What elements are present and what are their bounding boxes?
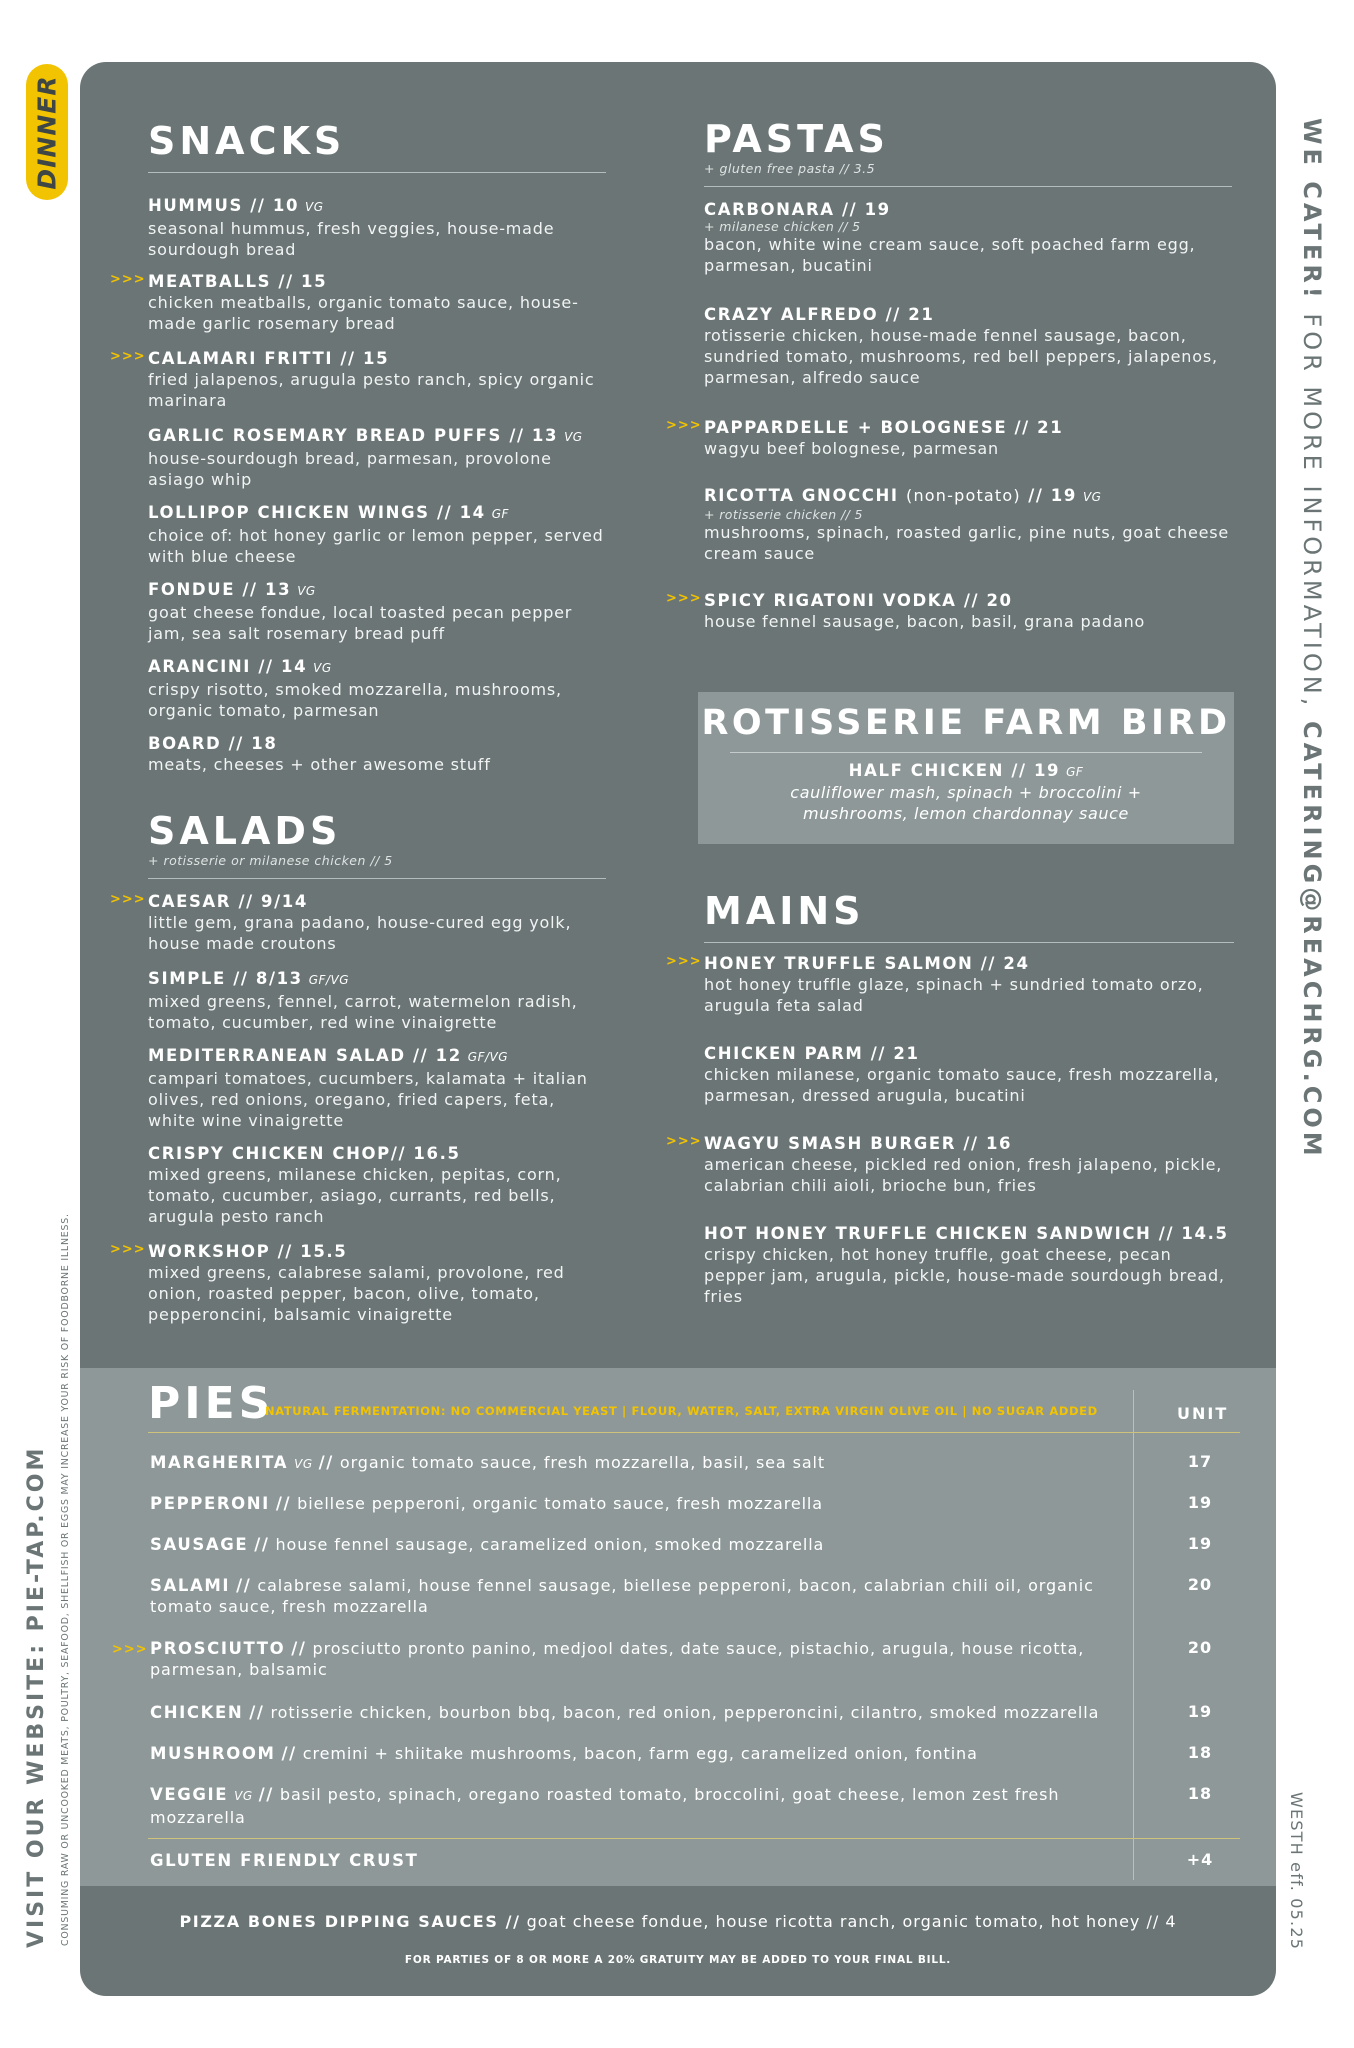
pie-item: SALAMI // calabrese salami, house fennel sausage, biellese pepperoni, bacon, calabrian chili oil, organic tomato sauce, fresh mozzarella bbox=[150, 1576, 1094, 1616]
snacks-section bbox=[110, 119, 606, 774]
item-name: PAPPARDELLE + BOLOGNESE // 21 bbox=[704, 418, 1064, 437]
item-name: CHICKEN PARM // 21 bbox=[704, 1044, 920, 1063]
pie-item: MARGHERITA VG // organic tomato sauce, fresh mozzarella, basil, sea salt bbox=[150, 1453, 826, 1472]
featured-marker: >>> bbox=[110, 892, 146, 907]
catering-we-cater: WE CATER! bbox=[1298, 118, 1326, 302]
featured-marker: >>> bbox=[110, 272, 146, 287]
item-desc: little gem, grana padano, house-cured egg yolk, house made croutons bbox=[148, 913, 572, 953]
item-desc: goat cheese fondue, local toasted pecan pepper jam, sea salt rosemary bread puff bbox=[148, 603, 573, 643]
snacks-title: SNACKS bbox=[148, 119, 346, 163]
website-banner: VISIT OUR WEBSITE: PIE-TAP.COM bbox=[24, 1445, 49, 1948]
item-tag: VG bbox=[1082, 490, 1102, 504]
menu-item bbox=[110, 891, 606, 954]
item-name: MEDITERRANEAN SALAD // 12 bbox=[148, 1046, 462, 1065]
featured-marker: >>> bbox=[666, 1134, 702, 1149]
menu-item bbox=[148, 195, 606, 260]
item-name: CARBONARA // 19 bbox=[704, 200, 891, 219]
item-tag: VG bbox=[305, 200, 324, 214]
rotisserie-title: ROTISSERIE FARM BIRD bbox=[701, 703, 1231, 743]
menu-item bbox=[110, 271, 606, 334]
item-name: GARLIC ROSEMARY BREAD PUFFS // 13 bbox=[148, 426, 559, 445]
snacks-rule bbox=[148, 172, 606, 173]
pie-name: PROSCIUTTO bbox=[150, 1639, 286, 1658]
item-name: ARANCINI // 14 bbox=[148, 657, 308, 676]
item-desc: wagyu beef bolognese, parmesan bbox=[704, 439, 999, 458]
pie-item: VEGGIE VG // basil pesto, spinach, oregano roasted tomato, broccolini, goat cheese, lemon zest fresh mozzarella bbox=[150, 1785, 1060, 1827]
item-desc: bacon, white wine cream sauce, soft poached farm egg, parmesan, bucatini bbox=[704, 235, 1196, 275]
item-tag: VG bbox=[564, 430, 583, 444]
menu-item bbox=[704, 304, 1232, 388]
item-desc: fried jalapenos, arugula pesto ranch, spicy organic marinara bbox=[148, 370, 595, 410]
menu-item bbox=[110, 1241, 606, 1325]
rotisserie-rule bbox=[730, 752, 1202, 753]
pastas-rule bbox=[704, 186, 1232, 187]
catering-email: CATERING@REACHRG.COM bbox=[1298, 720, 1326, 1160]
item-desc: crispy chicken, hot honey truffle, goat cheese, pecan pepper jam, arugula, pickle, house-made sourdough bread, fries bbox=[704, 1245, 1225, 1306]
pie-name: SAUSAGE bbox=[150, 1535, 249, 1554]
rotisserie-desc: cauliflower mash, spinach + broccolini + mushrooms, lemon chardonnay sauce bbox=[790, 783, 1142, 823]
item-name: MEATBALLS // 15 bbox=[148, 272, 328, 291]
pie-item: SAUSAGE // house fennel sausage, caramelized onion, smoked mozzarella bbox=[150, 1535, 825, 1554]
item-tag: GF/VG bbox=[308, 973, 349, 987]
pie-name: VEGGIE bbox=[150, 1785, 229, 1804]
pie-desc: house fennel sausage, caramelized onion, smoked mozzarella bbox=[275, 1535, 825, 1554]
catering-banner bbox=[1298, 118, 1326, 1160]
item-desc: rotisserie chicken, house-made fennel sausage, bacon, sundried tomato, mushrooms, red bell peppers, jalapenos, parmesan, alfredo sauce bbox=[704, 326, 1218, 387]
pie-price: 19 bbox=[1187, 1534, 1213, 1553]
featured-marker: >>> bbox=[110, 349, 146, 364]
menu-item bbox=[704, 1043, 1234, 1106]
menu-item bbox=[704, 1223, 1234, 1307]
pie-desc: calabrese salami, house fennel sausage, biellese pepperoni, bacon, calabrian chili oil, organic tomato sauce, fresh mozzarella bbox=[150, 1576, 1094, 1616]
item-name: WORKSHOP // 15.5 bbox=[148, 1242, 348, 1261]
featured-marker: >>> bbox=[112, 1642, 148, 1657]
pie-price: 17 bbox=[1187, 1452, 1213, 1471]
item-name-tail: // 19 bbox=[1028, 486, 1077, 505]
item-name: CALAMARI FRITTI // 15 bbox=[148, 349, 390, 368]
item-desc: mixed greens, fennel, carrot, watermelon radish, tomato, cucumber, red wine vinaigrette bbox=[148, 992, 578, 1032]
item-desc: mushrooms, spinach, roasted garlic, pine nuts, goat cheese cream sauce bbox=[704, 523, 1230, 563]
dinner-tab bbox=[26, 64, 68, 200]
item-desc: mixed greens, milanese chicken, pepitas, corn, tomato, cucumber, asiago, currants, red bells, arugula pesto ranch bbox=[148, 1165, 562, 1226]
menu-item bbox=[666, 590, 1232, 632]
menu-card bbox=[80, 62, 1276, 1996]
pies-title: PIES bbox=[148, 1378, 275, 1429]
pie-price: 20 bbox=[1187, 1638, 1213, 1657]
pastas-title: PASTAS bbox=[704, 117, 889, 161]
item-name: CAESAR // 9/14 bbox=[148, 892, 308, 911]
pie-desc: rotisserie chicken, bourbon bbq, bacon, red onion, pepperoncini, cilantro, smoked mozzarella bbox=[270, 1703, 1100, 1722]
consumption-warning: CONSUMING RAW OR UNCOOKED MEATS, POULTRY, SEAFOOD, SHELLFISH OR EGGS MAY INCREASE YOUR RISK OF FOODBORNE ILLNESS. bbox=[60, 1213, 71, 1946]
pie-tag: VG bbox=[234, 1789, 253, 1803]
mains-rule bbox=[704, 942, 1234, 943]
item-name: HUMMUS // 10 bbox=[148, 196, 300, 215]
item-desc: house fennel sausage, bacon, basil, grana padano bbox=[704, 612, 1146, 631]
pie-desc: basil pesto, spinach, oregano roasted tomato, broccolini, goat cheese, lemon zest fresh mozzarella bbox=[150, 1785, 1060, 1827]
gluten-crust-row bbox=[150, 1850, 1120, 1871]
item-name: HOT HONEY TRUFFLE CHICKEN SANDWICH // 14.5 bbox=[704, 1224, 1229, 1243]
item-desc: meats, cheeses + other awesome stuff bbox=[148, 755, 491, 774]
menu-version: WESTH eff. 05.25 bbox=[1287, 1792, 1306, 1951]
item-desc: house-sourdough bread, parmesan, provolone asiago whip bbox=[148, 449, 552, 489]
item-name: BOARD // 18 bbox=[148, 734, 278, 753]
pie-desc: organic tomato sauce, fresh mozzarella, basil, sea salt bbox=[339, 1453, 826, 1472]
item-name: WAGYU SMASH BURGER // 16 bbox=[704, 1134, 1013, 1153]
menu-item bbox=[148, 656, 606, 721]
menu-item bbox=[148, 968, 606, 1033]
pie-price: 19 bbox=[1187, 1702, 1213, 1721]
item-name: CRAZY ALFREDO // 21 bbox=[704, 305, 935, 324]
pie-name: CHICKEN bbox=[150, 1703, 244, 1722]
unit-header: UNIT bbox=[1177, 1404, 1229, 1423]
item-tag: GF/VG bbox=[467, 1050, 509, 1064]
mains-section bbox=[666, 889, 1234, 1306]
menu-item bbox=[666, 953, 1234, 1016]
pie-price: 20 bbox=[1187, 1575, 1213, 1594]
item-desc: mixed greens, calabrese salami, provolone, red onion, roasted pepper, bacon, olive, tomato, pepperoncini, balsamic vinaigrette bbox=[148, 1263, 565, 1324]
item-name: FONDUE // 13 bbox=[148, 580, 292, 599]
item-name: CRISPY CHICKEN CHOP// 16.5 bbox=[148, 1144, 461, 1163]
item-desc: seasonal hummus, fresh veggies, house-made sourdough bread bbox=[148, 219, 555, 259]
pies-section bbox=[80, 1368, 1276, 1886]
gluten-crust-label: GLUTEN FRIENDLY CRUST bbox=[150, 1851, 419, 1870]
pastas-section bbox=[666, 117, 1232, 631]
salads-subtitle: + rotisserie or milanese chicken // 5 bbox=[148, 853, 393, 868]
featured-marker: >>> bbox=[666, 418, 702, 433]
item-name: SIMPLE // 8/13 bbox=[148, 969, 303, 988]
item-name: LOLLIPOP CHICKEN WINGS // 14 bbox=[148, 503, 486, 522]
pie-name: SALAMI bbox=[150, 1576, 231, 1595]
item-name: RICOTTA GNOCCHI bbox=[704, 486, 899, 505]
rotisserie-item bbox=[698, 760, 1234, 783]
item-desc: hot honey truffle glaze, spinach + sundried tomato orzo, arugula feta salad bbox=[704, 975, 1204, 1015]
pies-fermentation-note: NATURAL FERMENTATION: NO COMMERCIAL YEAST | FLOUR, WATER, SALT, EXTRA VIRGIN OLIVE OIL | NO SUGAR ADDED bbox=[265, 1404, 1098, 1418]
item-name: SPICY RIGATONI VODKA // 20 bbox=[704, 591, 1013, 610]
menu-item bbox=[148, 733, 606, 775]
pie-tag: VG bbox=[294, 1457, 313, 1471]
menu-item bbox=[148, 502, 606, 567]
pie-name: MUSHROOM bbox=[150, 1744, 276, 1763]
menu-item bbox=[148, 1143, 606, 1227]
item-tag: VG bbox=[297, 584, 316, 598]
rotisserie-item-tag: GF bbox=[1066, 765, 1084, 779]
gluten-crust-price: +4 bbox=[1186, 1850, 1214, 1869]
menu-item bbox=[704, 485, 1232, 564]
pie-price: 18 bbox=[1187, 1743, 1213, 1762]
rotisserie-box bbox=[698, 692, 1234, 844]
pies-bottom-rule bbox=[148, 1838, 1240, 1839]
item-addon: + milanese chicken // 5 bbox=[704, 219, 861, 234]
pie-price: 19 bbox=[1187, 1493, 1213, 1512]
salads-section bbox=[110, 809, 606, 1324]
catering-more-info: FOR MORE INFORMATION, bbox=[1298, 313, 1326, 710]
pie-desc: biellese pepperoni, organic tomato sauce, fresh mozzarella bbox=[297, 1494, 823, 1513]
item-desc: campari tomatoes, cucumbers, kalamata + italian olives, red onions, oregano, fried capers, feta, white wine vinaigrette bbox=[148, 1069, 588, 1130]
pastas-subtitle: + gluten free pasta // 3.5 bbox=[704, 161, 876, 176]
dipping-sauces bbox=[80, 1912, 1276, 1931]
item-desc: american cheese, pickled red onion, fresh jalapeno, pickle, calabrian chili aioli, brioche bun, fries bbox=[704, 1155, 1223, 1195]
rotisserie-item-name: HALF CHICKEN // 19 bbox=[848, 761, 1061, 780]
salads-title: SALADS bbox=[148, 809, 342, 853]
featured-marker: >>> bbox=[666, 591, 702, 606]
item-desc: chicken milanese, organic tomato sauce, fresh mozzarella, parmesan, dressed arugula, bucatini bbox=[704, 1065, 1220, 1105]
pie-item: PEPPERONI // biellese pepperoni, organic tomato sauce, fresh mozzarella bbox=[150, 1494, 823, 1513]
menu-item bbox=[148, 425, 606, 490]
menu-item bbox=[666, 1133, 1234, 1196]
dinner-tab-label: DINNER bbox=[32, 74, 62, 190]
item-desc: crispy risotto, smoked mozzarella, mushrooms, organic tomato, parmesan bbox=[148, 680, 562, 720]
salads-rule bbox=[148, 878, 606, 879]
item-desc: choice of: hot honey garlic or lemon pepper, served with blue cheese bbox=[148, 526, 604, 566]
pie-name: PEPPERONI bbox=[150, 1494, 270, 1513]
menu-item bbox=[148, 579, 606, 644]
price-divider bbox=[1133, 1390, 1134, 1880]
menu-item bbox=[666, 417, 1232, 459]
pie-name: MARGHERITA bbox=[150, 1453, 289, 1472]
pie-item: >>> PROSCIUTTO // prosciutto pronto panino, medjool dates, date sauce, pistachio, arugula, house ricotta, parmesan, balsamic bbox=[112, 1639, 1085, 1679]
item-tag: VG bbox=[313, 661, 332, 675]
item-desc: chicken meatballs, organic tomato sauce, house-made garlic rosemary bread bbox=[148, 293, 579, 333]
pie-item: MUSHROOM // cremini + shiitake mushrooms, bacon, farm egg, caramelized onion, fontina bbox=[150, 1744, 978, 1763]
pie-desc: cremini + shiitake mushrooms, bacon, farm egg, caramelized onion, fontina bbox=[302, 1744, 978, 1763]
pie-desc: prosciutto pronto panino, medjool dates, date sauce, pistachio, arugula, house ricotta, parmesan, balsamic bbox=[150, 1639, 1085, 1679]
dipping-sauces-desc: goat cheese fondue, house ricotta ranch, organic tomato, hot honey // 4 bbox=[526, 1912, 1177, 1931]
menu-item bbox=[110, 348, 606, 411]
menu-item bbox=[148, 1045, 606, 1131]
menu-item bbox=[704, 199, 1232, 276]
item-name-light: (non-potato) bbox=[906, 486, 1021, 505]
gratuity-note: FOR PARTIES OF 8 OR MORE A 20% GRATUITY MAY BE ADDED TO YOUR FINAL BILL. bbox=[404, 1954, 952, 1966]
dipping-sauces-label: PIZZA BONES DIPPING SAUCES // bbox=[179, 1912, 521, 1931]
item-tag: GF bbox=[491, 507, 509, 521]
item-addon: + rotisserie chicken // 5 bbox=[704, 507, 863, 522]
item-name: HONEY TRUFFLE SALMON // 24 bbox=[704, 954, 1030, 973]
featured-marker: >>> bbox=[666, 954, 702, 969]
mains-title: MAINS bbox=[704, 889, 865, 933]
pie-price: 18 bbox=[1187, 1784, 1213, 1803]
pie-item: CHICKEN // rotisserie chicken, bourbon bbq, bacon, red onion, pepperoncini, cilantro, smoked mozzarella bbox=[150, 1703, 1100, 1722]
pies-top-rule bbox=[148, 1432, 1240, 1433]
featured-marker: >>> bbox=[110, 1242, 146, 1257]
